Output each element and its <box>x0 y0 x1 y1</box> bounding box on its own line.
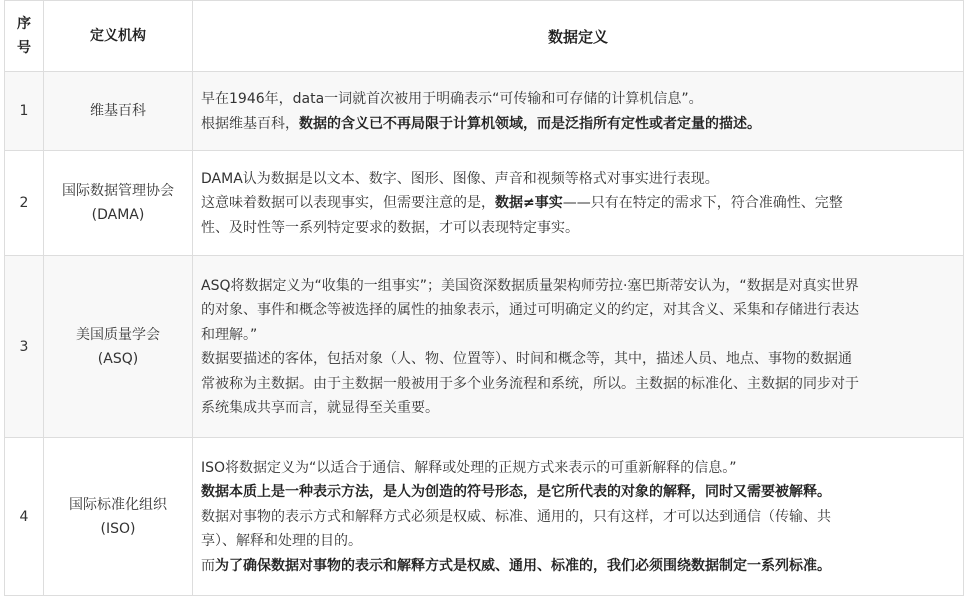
definition-line <box>201 167 955 192</box>
definition-bold-text: 数据本质上是一种表示方法，是人为创造的符号形态，是它所代表的对象的解释，同时又需要被解释。 <box>201 484 831 501</box>
definition-line <box>201 480 955 505</box>
definition-text: 性、及时性等一系列特定要求的数据，才可以表现特定事实。 <box>201 219 579 236</box>
row-definition <box>193 151 964 256</box>
definition-text: 系统集成共享而言，就显得至关重要。 <box>201 400 439 416</box>
definition-text: DAMA认为数据是以文本、数字、图形、图像、声音和视频等格式对事实进行表现。 <box>201 170 719 187</box>
row-org <box>44 151 193 256</box>
row-definition <box>193 438 964 596</box>
org-name: 美国质量学会 <box>76 326 160 343</box>
org-abbr: (ISO) <box>100 520 136 537</box>
org-abbr: (DAMA) <box>91 207 145 223</box>
definition-line <box>201 372 955 397</box>
definition-line <box>201 216 955 241</box>
definition-line <box>201 87 955 112</box>
definition-text: 数据对事物的表示方式和解释方式必须是权威、标准、通用的，只有这样，才可以达到通信（传输、共 <box>201 508 831 525</box>
definition-line <box>201 274 955 299</box>
table-row <box>5 438 964 596</box>
definition-bold-text: 数据≠事实 <box>495 195 563 212</box>
row-definition <box>193 256 964 438</box>
definition-text: 根据维基百科， <box>201 115 299 132</box>
definition-line <box>201 505 955 530</box>
row-org <box>44 438 193 596</box>
definition-bold-text: 为了确保数据对事物的表示和解释方式是权威、通用、标准的，我们必须围绕数据制定一系列标准。 <box>215 557 831 574</box>
definition-line <box>201 347 955 372</box>
definition-text: ——只有在特定的需求下，符合准确性、完整 <box>562 195 843 212</box>
table-row <box>5 151 964 256</box>
definition-text: 而 <box>201 557 215 574</box>
definition-text: 数据要描述的客体，包括对象（人、物、位置等）、时间和概念等，其中，描述人员、地点、事物的数据通 <box>201 351 852 367</box>
header-org: 定义机构 <box>44 1 193 72</box>
definition-line <box>201 191 955 216</box>
row-definition <box>193 72 964 151</box>
org-name: 维基百科 <box>90 103 146 119</box>
org-name: 国际标准化组织 <box>69 496 167 513</box>
definition-text: 的对象、事件和概念等被选择的属性的抽象表示，通过可明确定义的约定，对其含义、采集和存储进行表达 <box>201 302 859 318</box>
definition-line <box>201 554 955 579</box>
row-org <box>44 72 193 151</box>
definition-bold-text: 数据的含义已不再局限于计算机领域，而是泛指所有定性或者定量的描述。 <box>299 115 761 132</box>
table-header-row <box>5 1 964 72</box>
definition-text: 常被称为主数据。由于主数据一般被用于多个业务流程和系统，所以。主数据的标准化、主数据的同步对于 <box>201 375 859 392</box>
definition-text: 享）、解释和处理的目的。 <box>201 533 362 550</box>
row-seq: 2 <box>5 151 44 256</box>
row-seq: 1 <box>5 72 44 151</box>
row-seq: 3 <box>5 256 44 438</box>
header-seq-line1: 序 <box>17 16 31 32</box>
row-seq: 4 <box>5 438 44 596</box>
definition-line <box>201 112 955 137</box>
definition-text: ISO将数据定义为“以适合于通信、解释或处理的正规方式来表示的可重新解释的信息。” <box>201 459 737 476</box>
definition-line <box>201 456 955 481</box>
org-abbr: (ASQ) <box>97 350 139 367</box>
definition-text: ASQ将数据定义为“收集的一组事实”；美国资深数据质量架构师劳拉·塞巴斯蒂安认为，“数据是对真实世界 <box>201 277 859 294</box>
header-seq-line2: 号 <box>17 40 31 56</box>
definition-line <box>201 298 955 323</box>
definition-text: 和理解。” <box>201 326 258 343</box>
org-name: 国际数据管理协会 <box>62 183 174 199</box>
table-row <box>5 256 964 438</box>
row-org <box>44 256 193 438</box>
header-seq <box>5 1 44 72</box>
data-definition-table <box>4 0 964 596</box>
definition-line <box>201 529 955 554</box>
definition-line <box>201 323 955 348</box>
definition-line <box>201 396 955 421</box>
definition-text: 早在1946年，data一词就首次被用于明确表示“可传输和可存储的计算机信息”。 <box>201 91 703 107</box>
header-def: 数据定义 <box>193 1 964 72</box>
definition-text: 这意味着数据可以表现事实，但需要注意的是， <box>201 195 495 212</box>
table-row <box>5 72 964 151</box>
